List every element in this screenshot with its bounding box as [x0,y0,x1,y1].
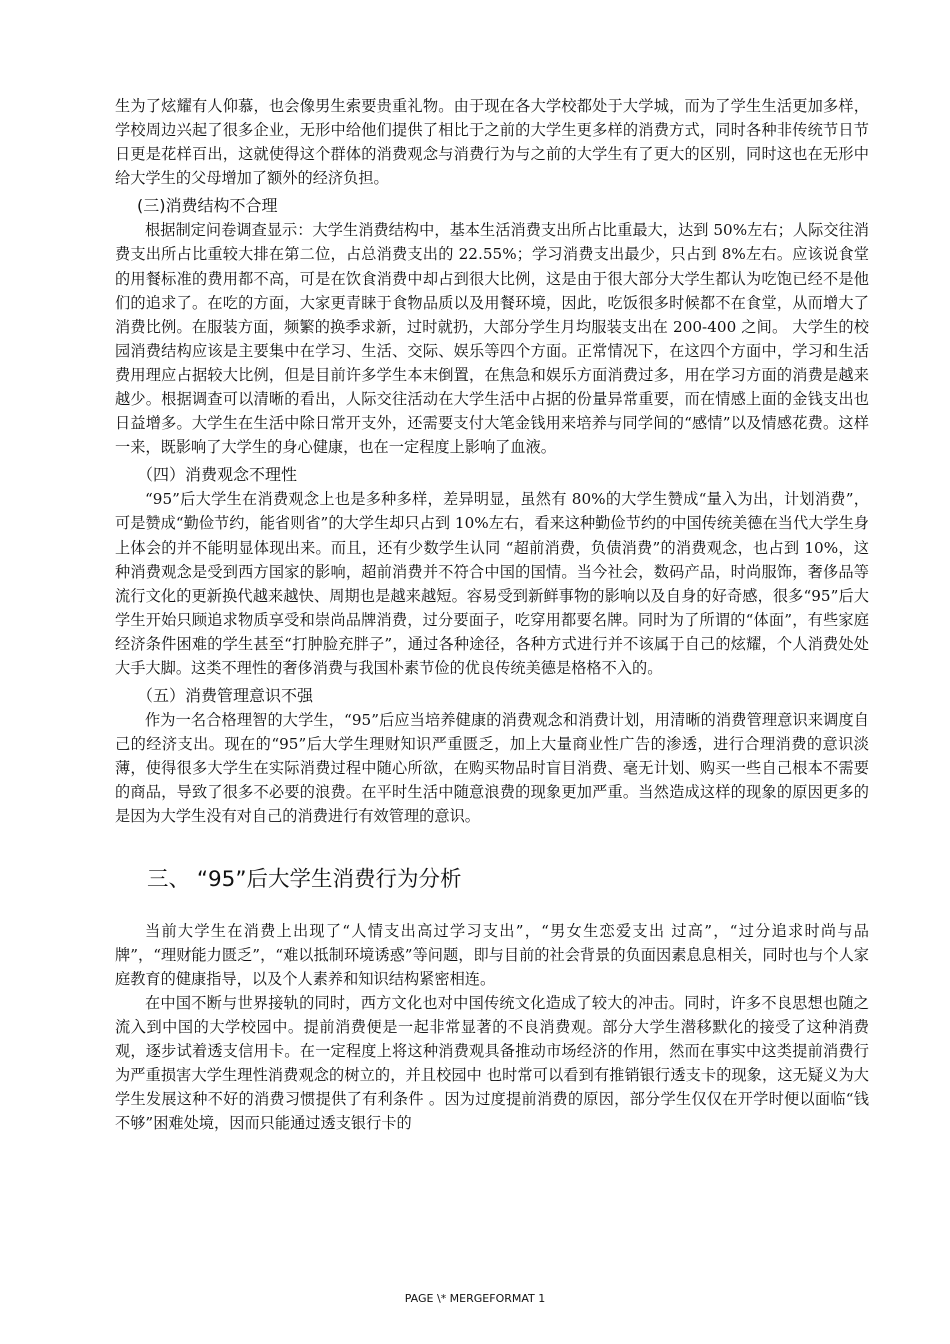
paragraph-consumption-structure: 根据制定问卷调查显示：大学生消费结构中，基本生活消费支出所占比重最大，达到 50%左右；人际交往消费支出所占比重较大排在第二位，占总消费支出的 22.55%；学习消费支出最少，只占到 8%左右。应该说食堂的用餐标准的费用都不高，可是在饮食消费中却占到很大比例，这是由于很大部分大学生都认为吃饱已经不是他们的追求了。在吃的方面，大家更青睐于食物品质以及用餐环境，因此，吃饭很多时候都不在食堂，从而增大了消费比例。在服装方面，频繁的换季求新，过时就扔，大部分学生月均服装支出在 200-400 之间。 大学生的校园消费结构应该是主要集中在学习、生活、交际、娱乐等四个方面。正常情况下，在这四个方面中，学习和生活费用理应占据较大比例，但是目前许多学生本末倒置，在焦急和娱乐方面消费过多，用在学习方面的消费是越来越少。根据调查可以清晰的看出，人际交往活动在大学生活中占据的份量异常重要，而在情感上面的金钱支出也日益增多。大学生在生活中除日常开支外，还需要支付大笔金钱用来培养与同学间的“感情”以及情感花费。这样一来，既影响了大学生的身心健康，也在一定程度上影响了血液。 [115,221,869,457]
section-heading-behavior-analysis: 三、 “95”后大学生消费行为分析 [147,866,462,892]
page-footer: PAGE \* MERGEFORMAT 1 [404,1292,546,1305]
paragraph-behavior-issues: 当前大学生在消费上出现了“人情支出高过学习支出”，“男女生恋爱支出 过高”，“过分追求时尚与品牌”，“理财能力匮乏”，“难以抵制环境诱惑”等问题，即与目前的社会背景的负面因素息息相关，同时也与个人家庭教育的健康指导，以及个人素养和知识结构紧密相连。 [115,921,869,988]
paragraph-intro: 生为了炫耀有人仰慕，也会像男生索要贵重礼物。由于现在各大学校都处于大学城，而为了学生生活更加多样，学校周边兴起了很多企业，无形中给他们提供了相比于之前的大学生更多样的消费方式，同时各种非传统节日节日更是花样百出，这就使得这个群体的消费观念与消费行为与之前的大学生有了更大的区别，同时这也在无形中给大学生的父母增加了额外的经济负担。 [115,97,869,188]
paragraph-consumption-concept: “95”后大学生在消费观念上也是多种多样，差异明显，虽然有 80%的大学生赞成“量入为出，计划消费”，可是赞成“勤俭节约，能省则省”的大学生却只占到 10%左右，看来这种勤俭节约的中国传统美德在当代大学生身上体会的并不能明显体现出来。而且，还有少数学生认同 “超前消费，负债消费”的消费观念，也占到 10%，这种消费观念是受到西方国家的影响，超前消费并不符合中国的国情。当今社会，数码产品，时尚服饰，奢侈品等流行文化的更新换代越来越快、周期也是越来越短。容易受到新鲜事物的影响以及自身的好奇感，很多“95”后大学生开始只顾追求物质享受和崇尚品牌消费，过分要面子，吃穿用都要名牌。同时为了所谓的“体面”，有些家庭经济条件困难的学生甚至“打肿脸充胖子”，通过各种途径，各种方式进行并不该属于自己的炫耀，个人消费处处大手大脚。这类不理性的奢侈消费与我国朴素节俭的优良传统美德是格格不入的。 [115,490,869,677]
paragraph-western-influence: 在中国不断与世界接轨的同时，西方文化也对中国传统文化造成了较大的冲击。同时，许多不良思想也随之流入到中国的大学校园中。提前消费便是一起非常显著的不良消费观。部分大学生潜移默化的接受了这种消费观，逐步试着透支信用卡。在一定程度上将这种消费观具备推动市场经济的作用，然而在事实中这类提前消费行为严重损害大学生理性消费观念的树立的，并且校园中 也时常可以看到有推销银行透支卡的现象，这无疑义为大学生发展这种不好的消费习惯提供了有利条件 。因为过度提前消费的原因，部分学生仅仅在开学时便以面临“钱不够”困难处境，因而只能通过透支银行卡的 [115,993,869,1133]
paragraph-consumption-management: 作为一名合格理智的大学生，“95”后应当培养健康的消费观念和消费计划，用清晰的消费管理意识来调度自己的经济支出。现在的“95”后大学生理财知识严重匮乏，加上大量商业性广告的渗透，进行合理消费的意识淡薄，使得很多大学生在实际消费过程中随心所欲，在购买物品时盲目消费、毫无计划、购买一些自己根本不需要的商品，导致了很多不必要的浪费。在平时生活中随意浪费的现象更加严重。当然造成这样的现象的原因更多的是因为大学生没有对自己的消费进行有效管理的意识。 [115,711,869,826]
subheading-consumption-structure: (三)消费结构不合理 [137,196,278,216]
document-body [115,94,869,1135]
subheading-consumption-management: （五）消费管理意识不强 [137,686,314,706]
subheading-consumption-concept: （四）消费观念不理性 [137,465,298,485]
